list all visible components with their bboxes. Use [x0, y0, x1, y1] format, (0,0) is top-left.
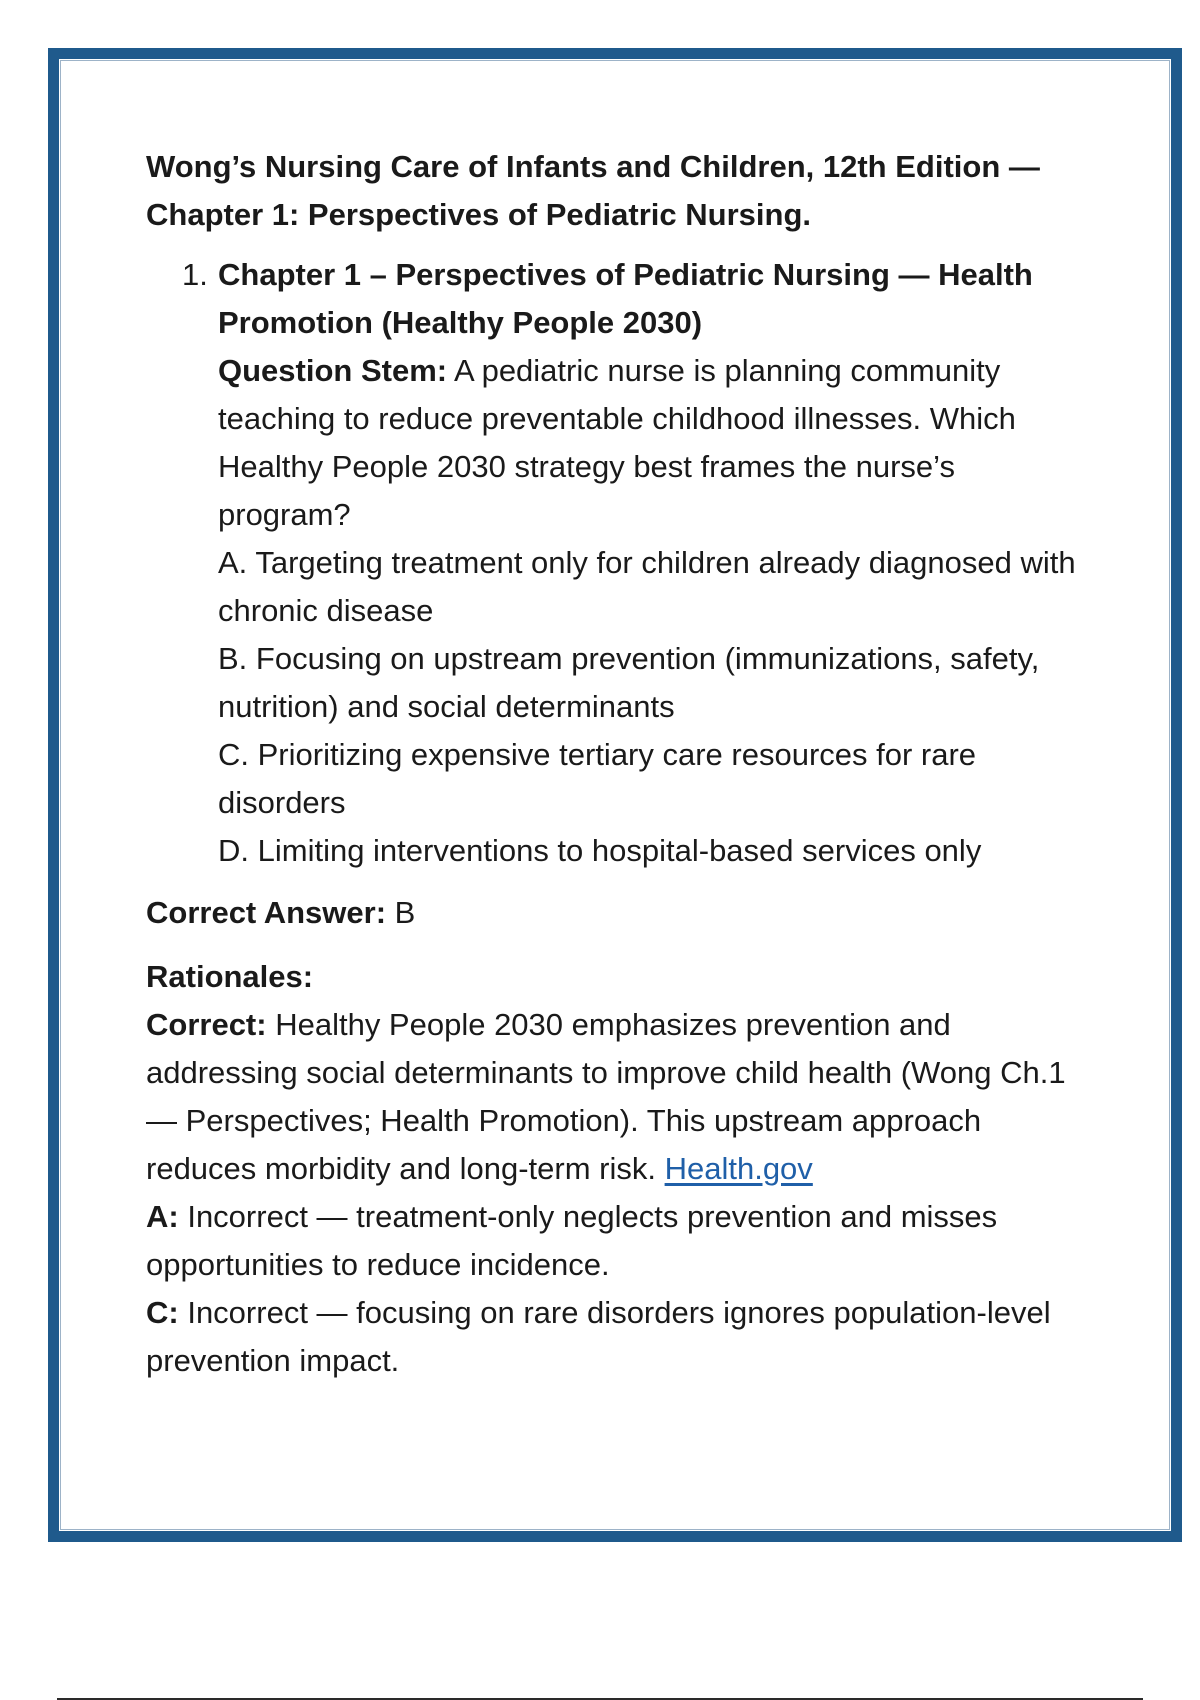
- rationale-c: [146, 1289, 1096, 1385]
- rationale-correct-label: Correct:: [146, 1007, 267, 1042]
- question-item: [182, 251, 1096, 875]
- question-stem-text: A pediatric nurse is planning community teaching to reduce preventable childhood illnesses. Which Healthy People 2030 strategy best frames the nurse’s program?: [218, 353, 1016, 532]
- rationale-a-label: A:: [146, 1199, 179, 1234]
- rationale-correct: [146, 1001, 1096, 1193]
- document-content: [146, 143, 1096, 1385]
- answer-option-a: A. Targeting treatment only for children already diagnosed with chronic disease: [218, 545, 1076, 628]
- rationale-a-text: Incorrect — treatment-only neglects prevention and misses opportunities to reduce incidence.: [146, 1199, 998, 1282]
- answer-option-c: C. Prioritizing expensive tertiary care resources for rare disorders: [218, 737, 977, 820]
- correct-answer-label: Correct Answer:: [146, 895, 387, 930]
- question-list: [146, 251, 1096, 875]
- answer-option-d: D. Limiting interventions to hospital-based services only: [218, 833, 982, 868]
- question-number: 1.: [182, 257, 208, 292]
- correct-answer-value: B: [386, 895, 416, 930]
- health-gov-link[interactable]: Health.gov: [664, 1151, 813, 1186]
- question-stem-label: Question Stem:: [218, 353, 448, 388]
- answer-option-b: B. Focusing on upstream prevention (immunizations, safety, nutrition) and social determinants: [218, 641, 1040, 724]
- rationale-correct-text: Healthy People 2030 emphasizes prevention and addressing social determinants to improve child health (Wong Ch.1 — Perspectives; Health Promotion). This upstream approach reduces morbidity and long-term risk.: [146, 1007, 1066, 1186]
- rationale-a: [146, 1193, 1096, 1289]
- question-heading: Chapter 1 – Perspectives of Pediatric Nursing — Health Promotion (Healthy People 2030): [218, 257, 1033, 340]
- rationales-heading: Rationales:: [146, 959, 314, 994]
- rationale-c-text: Incorrect — focusing on rare disorders ignores population-level prevention impact.: [146, 1295, 1051, 1378]
- question-stem: [218, 347, 1096, 539]
- rationale-c-label: C:: [146, 1295, 179, 1330]
- correct-answer: [146, 889, 1096, 937]
- document-title: Wong’s Nursing Care of Infants and Children, 12th Edition — Chapter 1: Perspectives of Pediatric Nursing.: [146, 149, 1040, 232]
